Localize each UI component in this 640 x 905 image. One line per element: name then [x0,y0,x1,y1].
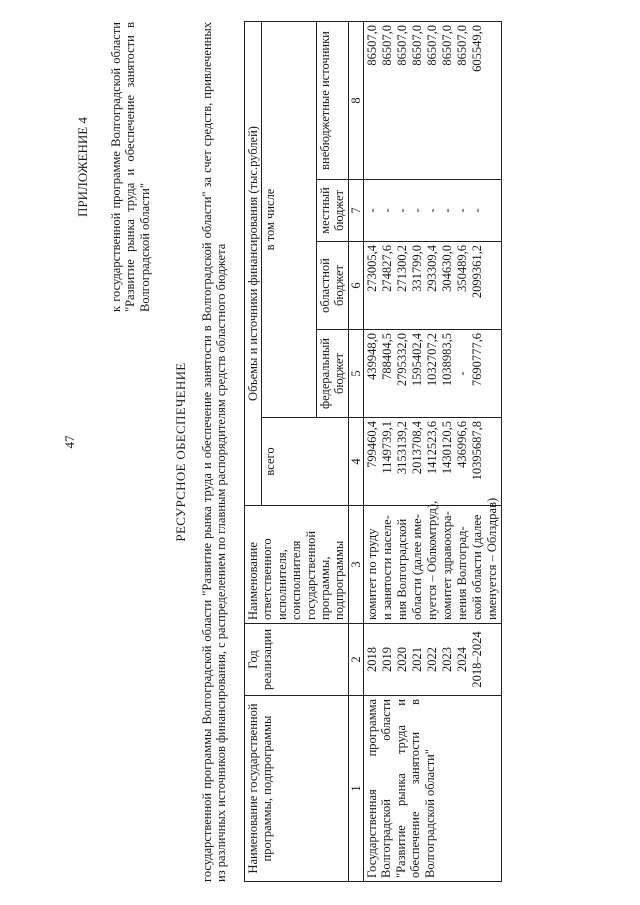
executor-line: комитет по труду [365,528,379,620]
header-year: Год реализации [245,624,349,696]
program-name-cell: Государственная программа Волгоградской области "Развитие рынка труда и обеспечение занятости в Волгоградской области" [364,696,502,882]
local-value: - [425,208,439,213]
header-in-that: в том числе [262,21,317,417]
column-number: 2 [348,624,363,696]
year-value: 2018–2024 [470,631,484,688]
year-value: 2021 [410,647,424,672]
header-funding-group: Объемы и источники финансирования (тыс.рублей) [245,21,262,505]
regional-cell [364,242,502,330]
header-federal: федеральный бюджет [316,330,348,418]
regional-value: 293309,4 [425,245,439,292]
total-value: 1430120,5 [440,421,454,475]
executor-line: нуется – Облкомтруд), [425,500,439,620]
local-value: - [410,208,424,213]
regional-value: 273005,4 [365,245,379,292]
page-number: 47 [62,435,77,449]
total-value: 1412523,6 [425,421,439,475]
extra-value: 86507,0 [455,24,469,66]
federal-value: 1595402,4 [410,333,424,387]
column-number: 6 [348,242,363,330]
appendix-title: ПРИЛОЖЕНИЕ 4 [75,117,90,217]
year-value: 2018 [365,647,379,672]
federal-value: 2795332,0 [395,333,409,387]
federal-value: - [455,371,469,376]
local-cell [364,180,502,242]
local-value: - [395,208,409,213]
regional-value: 271300,2 [395,245,409,292]
rotated-sheet [52,22,592,882]
document-title: РЕСУРСНОЕ ОБЕСПЕЧЕНИЕ [173,362,188,542]
year-value: 2019 [380,647,394,672]
federal-value: 7690777,6 [470,333,484,387]
executor-line: комитет здравоохра- [440,511,454,620]
column-number: 5 [348,330,363,418]
total-cell [364,418,502,506]
column-number: 1 [348,696,363,882]
year-cell [364,624,502,696]
extra-value: 86507,0 [410,24,424,66]
column-number: 4 [348,418,363,506]
total-value: 436996,6 [455,421,469,468]
column-number: 8 [348,21,363,179]
total-value: 3153139,2 [395,421,409,475]
column-number: 7 [348,180,363,242]
local-value: - [455,208,469,213]
extra-value: 605549,0 [470,24,484,72]
header-total: всего [262,418,348,506]
total-value: 10395687,8 [470,421,484,481]
extra-value: 86507,0 [440,24,454,66]
total-value: 2013708,4 [410,421,424,475]
executor-cell [364,497,502,624]
year-value: 2023 [440,647,454,672]
local-value: - [380,208,394,213]
executor-line: и занятости населе- [380,515,394,620]
extra-cell [364,21,502,179]
extra-value: 86507,0 [380,24,394,66]
column-number: 3 [348,506,363,624]
local-value: - [440,208,454,213]
regional-value: 2099361,2 [470,245,484,299]
appendix-block [76,22,152,312]
local-value: - [470,208,484,213]
executor-line: области (далее име- [410,514,424,620]
federal-value: 1038983,5 [440,333,454,387]
header-executor: Наименование ответственного исполнителя, соисполнителя государственной программы, подпрограммы [245,506,349,624]
year-value: 2022 [425,647,439,672]
header-program-name: Наименование государственной программы, подпрограммы [245,696,349,882]
extra-value: 86507,0 [365,24,379,66]
year-value: 2020 [395,647,409,672]
executor-line: ния Волгоградской [395,518,409,620]
executor-line: нения Волгоград- [455,526,469,620]
federal-value: 439948,0 [365,333,379,380]
header-extra: внебюджетные источники [316,21,348,179]
total-value: 799460,4 [365,421,379,468]
extra-value: 86507,0 [395,24,409,66]
executor-line: ской области (далее [470,514,484,620]
local-value: - [365,208,379,213]
document-subtitle: государственной программы Волгоградской области "Развитие рынка труда и обеспечение занятости в Волгоградской области" за счет средств, привлеченных из различных источников финансирования, с распределением по главным распорядителям средств областного бюджета [200,22,229,882]
federal-cell [364,330,502,418]
resource-table [244,21,502,882]
regional-value: 274827,6 [380,245,394,292]
total-value: 1149739,1 [380,421,394,474]
header-regional: областной бюджет [316,242,348,330]
appendix-text: к государственной программе Волгоградской области "Развитие рынка труда и обеспечение занятости в Волгоградской области" [108,22,152,312]
regional-value: 331799,0 [410,245,424,292]
federal-value: 1032707,2 [425,333,439,387]
extra-value: 86507,0 [425,24,439,66]
table-row [364,21,502,881]
year-value: 2024 [455,647,469,672]
regional-value: 350489,6 [455,245,469,292]
regional-value: 304630,0 [440,245,454,292]
header-local: местный бюджет [316,180,348,242]
federal-value: 788404,5 [380,333,394,380]
executor-line: именуется – Облздрав) [485,497,499,620]
